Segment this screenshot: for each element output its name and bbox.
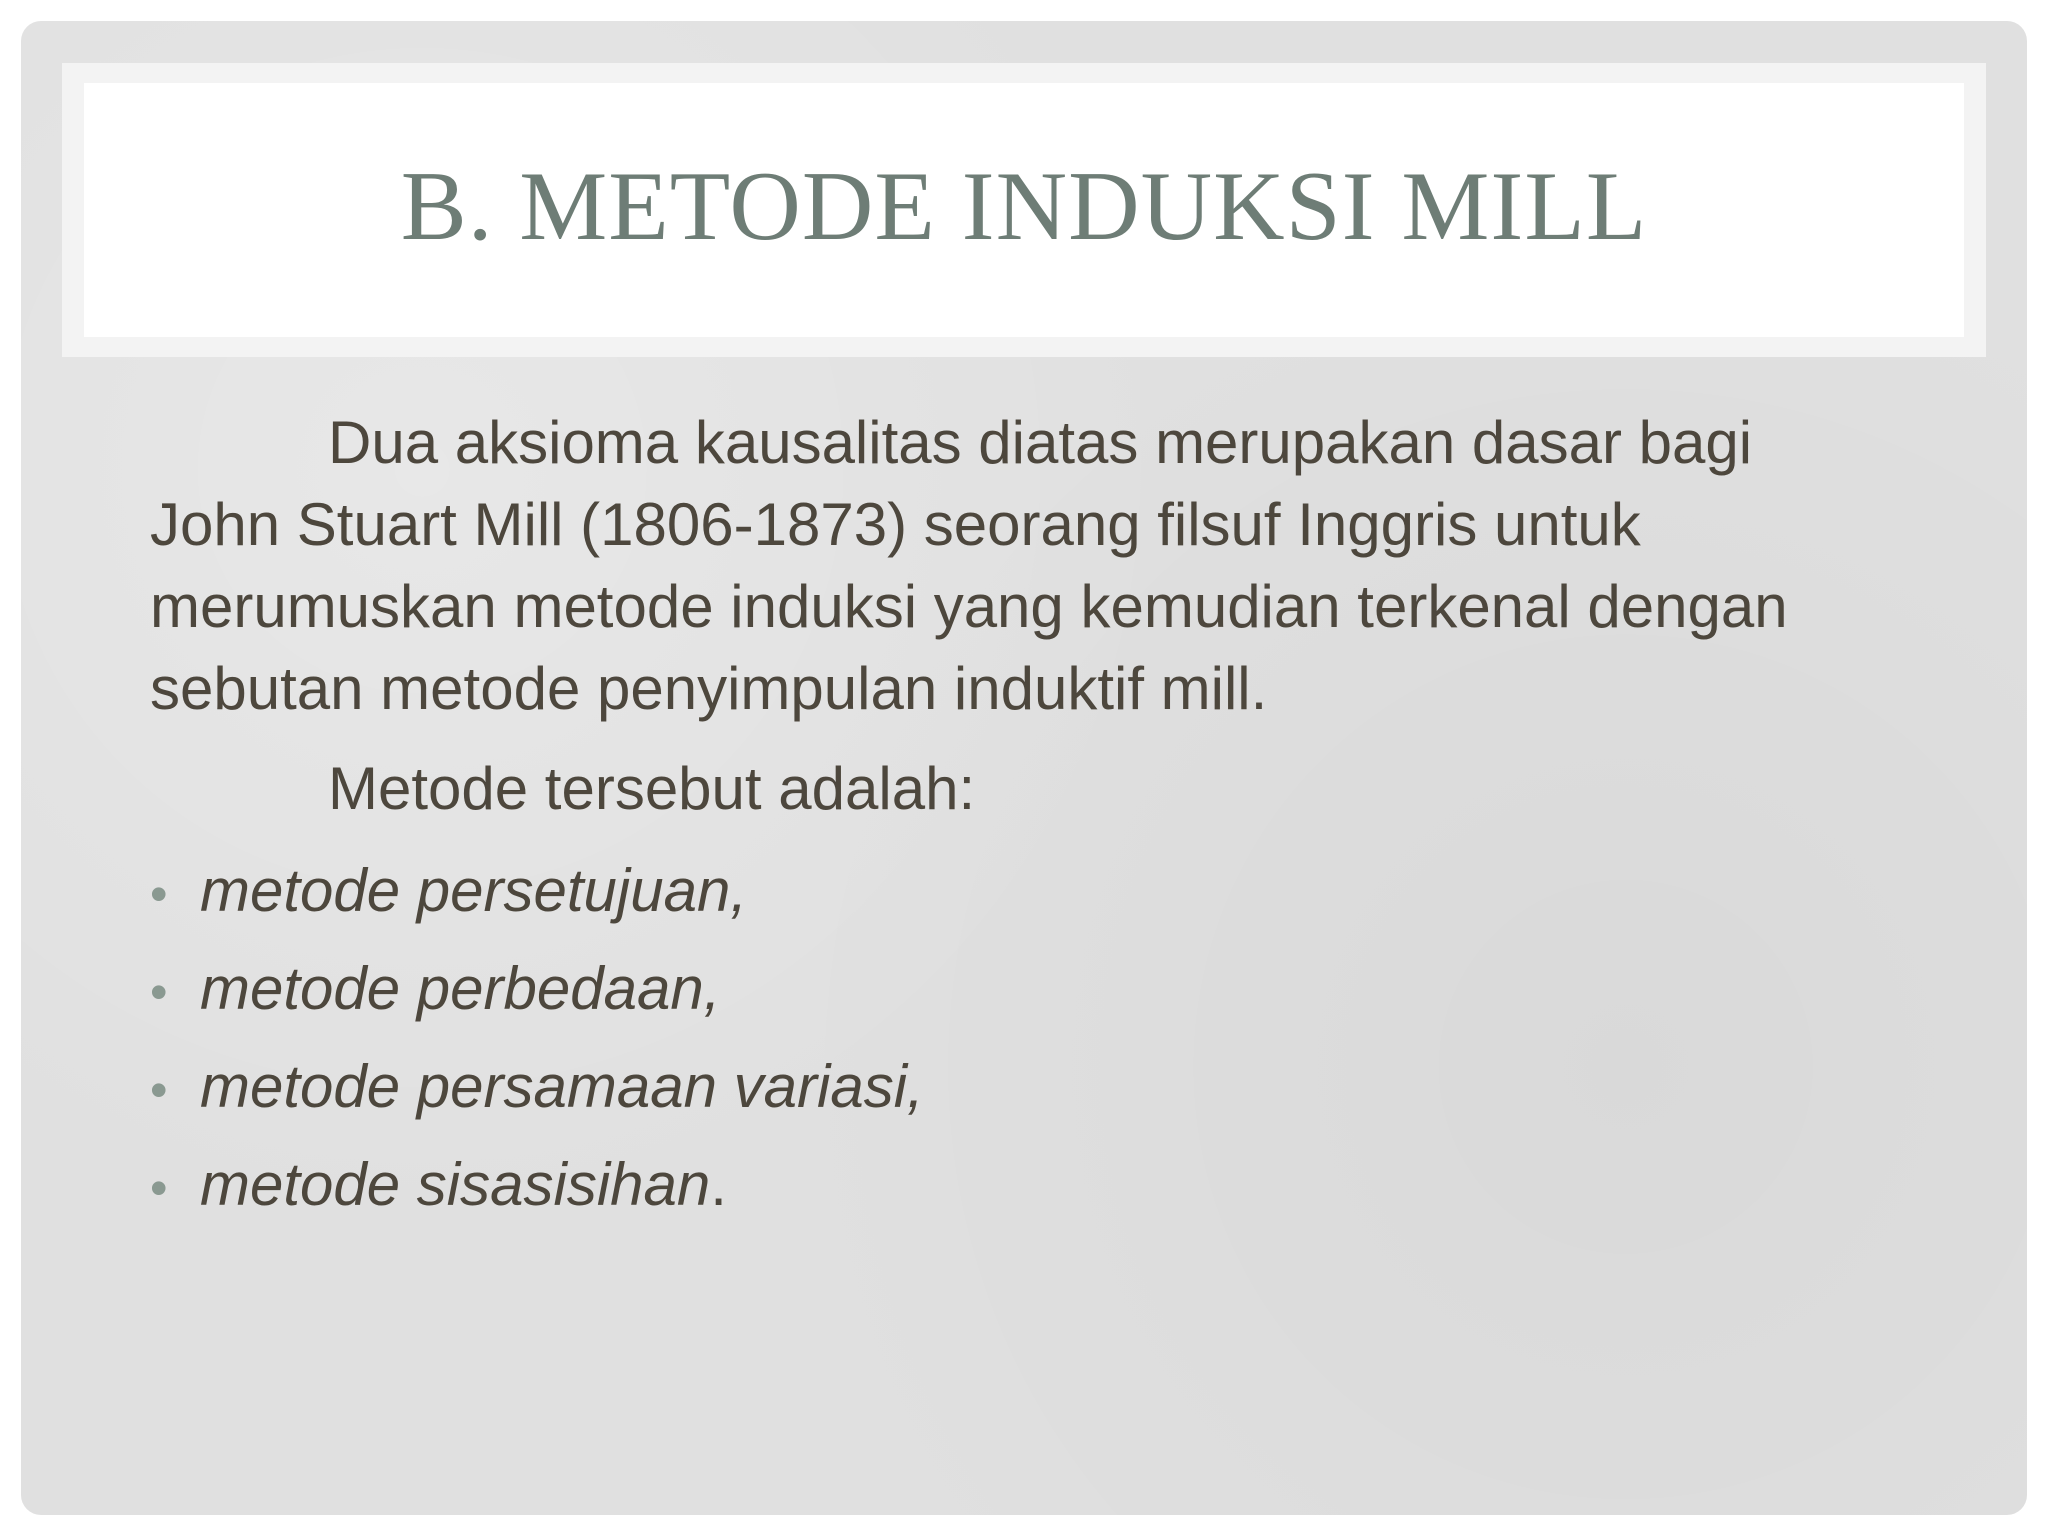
bullet-icon: • [150, 866, 168, 922]
list-item [150, 1136, 1870, 1234]
title-box [84, 83, 1964, 337]
slide-body [150, 402, 1870, 1234]
list-item-text: metode sisasisihan [200, 1151, 711, 1218]
list-item-suffix: . [710, 1151, 727, 1218]
list-item [150, 842, 1870, 940]
list-item-text: metode persetujuan, [200, 857, 748, 924]
slide [21, 21, 2027, 1515]
slide-title: B. METODE INDUKSI MILL [400, 151, 1648, 261]
title-band [62, 63, 1986, 357]
list-item [150, 1038, 1870, 1136]
list-intro: Metode tersebut adalah: [328, 755, 976, 822]
list-item-text: metode persamaan variasi, [200, 1053, 924, 1120]
method-list [150, 842, 1870, 1234]
bullet-icon: • [150, 1160, 168, 1216]
bullet-icon: • [150, 964, 168, 1020]
list-item [150, 940, 1870, 1038]
bullet-icon: • [150, 1062, 168, 1118]
list-item-text: metode perbedaan, [200, 955, 721, 1022]
body-paragraph: Dua aksioma kausalitas diatas merupakan dasar bagi John Stuart Mill (1806-1873) seorang filsuf Inggris untuk merumuskan metode induksi yang kemudian terkenal dengan sebutan metode penyimpulan induktif mill. [150, 409, 1788, 722]
